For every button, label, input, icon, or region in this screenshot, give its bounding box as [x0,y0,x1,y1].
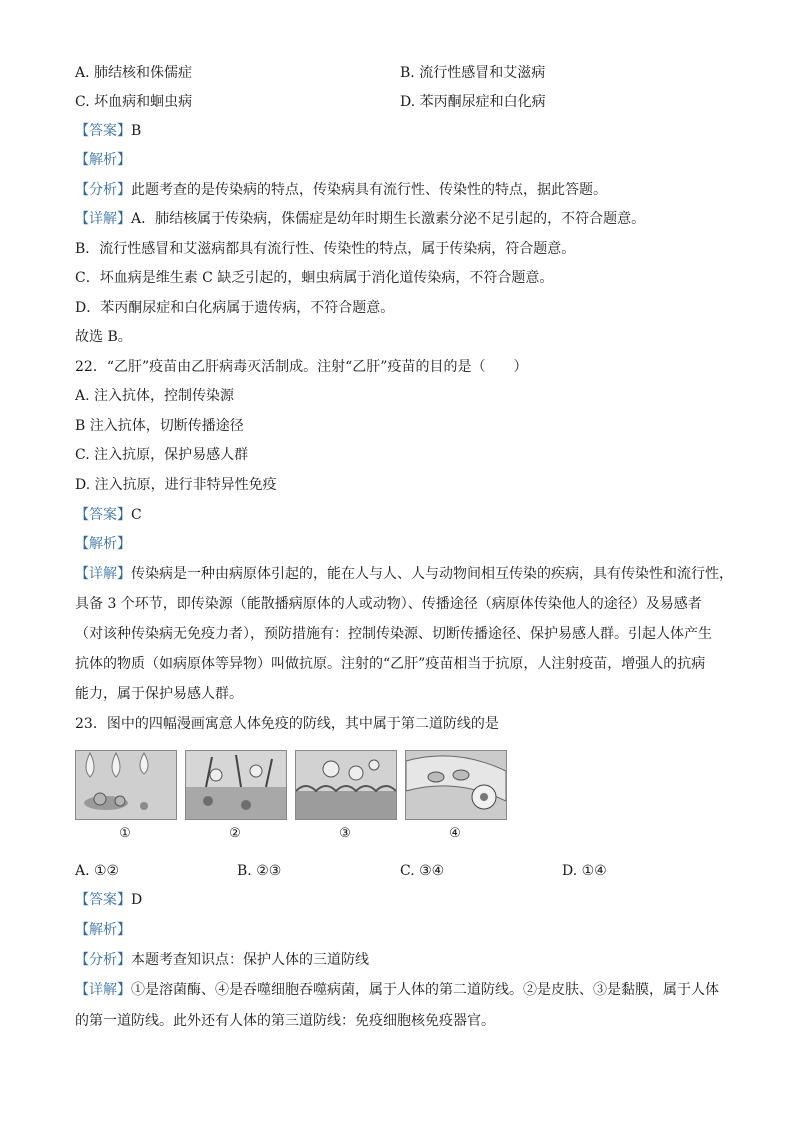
q21-option-d: D. 苯丙酮尿症和白化病 [400,94,546,110]
q22-xiangjie-line-2: 具备 3 个环节，即传染源（能散播病原体的人或动物）、传播途径（病原体传染他人的途径）及易感者 [75,596,702,612]
q23-option-c: C. ③④ [400,863,445,879]
q22-xiangjie-line-5: 能力，属于保护易感人群。 [75,686,243,702]
q22-stem: 22．“乙肝”疫苗由乙肝病毒灭活制成。注射“乙肝”疫苗的目的是（ ） [75,359,528,375]
cartoon-2-label: ② [229,826,241,841]
answer-value: B [131,123,142,139]
q23-xiangjie-line-1 [75,980,719,1000]
q21-fenxi [75,180,607,200]
q21-xiangjie [75,209,645,229]
xiangjie-text: 传染病是一种由病原体引起的，能在人与人、人与动物间相互传染的疾病，具有传染性和流行性， [131,566,733,582]
q21-analysis-tag: 【解析】 [75,152,131,168]
q23-figure [75,750,515,845]
q22-xiangjie-line-4: 抗体的物质（如病原体等异物）叫做抗原。注射的“乙肝”疫苗相当于抗原，人注射疫苗，增强人的抗病 [75,656,706,672]
answer-value: C [131,507,142,523]
q23-stem: 23．图中的四幅漫画寓意人体免疫的防线，其中属于第二道防线的是 [75,716,499,732]
xiangjie-text: A．肺结核属于传染病，侏儒症是幼年时期生长激素分泌不足引起的，不符合题意。 [131,211,646,227]
q23-fenxi [75,950,369,970]
answer-tag: 【答案】 [75,892,131,908]
cartoon-1-label: ① [119,826,131,841]
cartoon-4-image [405,750,507,820]
answer-value: D [131,892,143,908]
fenxi-tag: 【分析】 [75,952,131,968]
q21-answer [75,121,141,141]
answer-tag: 【答案】 [75,507,131,523]
q21-line-b: B．流行性感冒和艾滋病都具有流行性、传染性的特点，属于传染病，符合题意。 [75,241,576,257]
cartoon-1-image [75,750,177,820]
fenxi-text: 此题考查的是传染病的特点，传染病具有流行性、传染性的特点，据此答题。 [131,182,607,198]
fenxi-tag: 【分析】 [75,182,131,198]
cartoon-4-label: ④ [449,826,461,841]
q23-answer [75,890,142,910]
answer-tag: 【答案】 [75,123,131,139]
q21-option-c: C. 坏血病和蛔虫病 [75,94,193,110]
q22-analysis-tag: 【解析】 [75,536,131,552]
q22-option-b: B 注入抗体，切断传播途径 [75,418,244,434]
q22-xiangjie-line-3: （对该种传染病无免疫力者），预防措施有：控制传染源、切断传播途径、保护易感人群。引起人体产生 [75,626,712,642]
cartoon-3-image [295,750,397,820]
q22-option-c: C. 注入抗原，保护易感人群 [75,447,249,463]
q23-analysis-tag: 【解析】 [75,922,131,938]
q21-line-c: C．坏血病是维生素 C 缺乏引起的，蛔虫病属于消化道传染病，不符合题意。 [75,270,554,286]
xiangjie-tag: 【详解】 [75,211,131,227]
q21-conclusion: 故选 B。 [75,329,132,345]
q21-option-a: A. 肺结核和侏儒症 [75,65,193,81]
xiangjie-tag: 【详解】 [75,982,131,998]
q22-option-d: D. 注入抗原，进行非特异性免疫 [75,477,277,493]
q21-line-d: D．苯丙酮尿症和白化病属于遗传病，不符合题意。 [75,300,395,316]
xiangjie-text: ①是溶菌酶、④是吞噬细胞吞噬病菌，属于人体的第二道防线。②是皮肤、③是黏膜，属于人体 [131,982,719,998]
q23-option-b: B. ②③ [237,863,282,879]
xiangjie-tag: 【详解】 [75,566,131,582]
cartoon-2-image [185,750,287,820]
q23-option-d: D. ①④ [562,863,607,879]
cartoon-3-label: ③ [339,826,351,841]
q22-option-a: A. 注入抗体，控制传染源 [75,388,235,404]
fenxi-text: 本题考查知识点：保护人体的三道防线 [131,952,369,968]
q22-answer [75,505,142,525]
q23-xiangjie-line-2: 的第一道防线。此外还有人体的第三道防线：免疫细胞核免疫器官。 [75,1013,495,1029]
q21-option-b: B. 流行性感冒和艾滋病 [400,65,546,81]
q22-xiangjie-line-1 [75,564,733,584]
q23-option-a: A. ①② [75,863,120,879]
